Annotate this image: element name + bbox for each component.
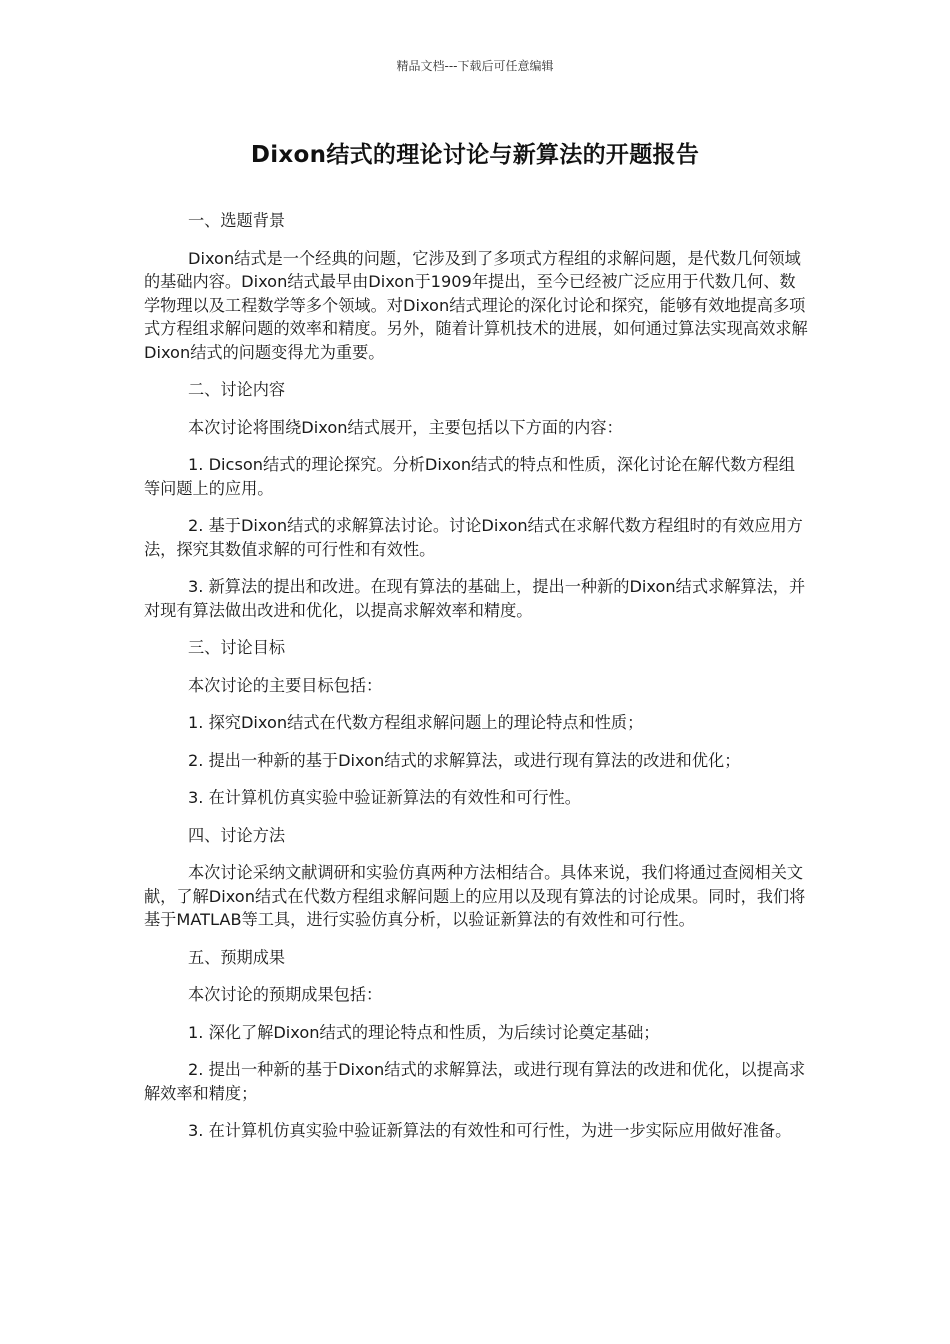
list-item-goal-2: 2. 提出一种新的基于Dixon结式的求解算法，或进行现有算法的改进和优化； xyxy=(188,750,741,770)
section-heading-goals: 三、讨论目标 xyxy=(188,638,286,657)
document-body xyxy=(144,209,808,1157)
list-item-outcome-2: 2. 提出一种新的基于Dixon结式的求解算法，或进行现有算法的改进和优化，以提高求解效率和精度； xyxy=(144,1060,806,1103)
paragraph-background: Dixon结式是一个经典的问题，它涉及到了多项式方程组的求解问题，是代数几何领域的基础内容。Dixon结式最早由Dixon于1909年提出，至今已经被广泛应用于代数几何、数学物理以及工程数学等多个领域。对Dixon结式理论的深化讨论和探究，能够有效地提高多项式方程组求解问题的效率和精度。另外，随着计算机技术的进展，如何通过算法实现高效求解Dixon结式的问题变得尤为重要。 xyxy=(144,248,808,362)
page-header: 精品文档---下载后可任意编辑 xyxy=(396,59,554,73)
list-item-content-3: 3. 新算法的提出和改进。在现有算法的基础上，提出一种新的Dixon结式求解算法，并对现有算法做出改进和优化，以提高求解效率和精度。 xyxy=(144,577,806,620)
list-item-content-2: 2. 基于Dixon结式的求解算法讨论。讨论Dixon结式在求解代数方程组时的有效应用方法，探究其数值求解的可行性和有效性。 xyxy=(144,516,803,559)
paragraph-methods: 本次讨论采纳文献调研和实验仿真两种方法相结合。具体来说，我们将通过查阅相关文献，了解Dixon结式在代数方程组求解问题上的应用以及现有算法的讨论成果。同时，我们将基于MATLAB等工具，进行实验仿真分析，以验证新算法的有效性和可行性。 xyxy=(144,863,806,929)
paragraph-goals-intro: 本次讨论的主要目标包括： xyxy=(188,675,383,695)
section-heading-content: 二、讨论内容 xyxy=(188,380,286,399)
list-item-outcome-1: 1. 深化了解Dixon结式的理论特点和性质，为后续讨论奠定基础； xyxy=(188,1022,660,1042)
section-heading-background: 一、选题背景 xyxy=(188,211,286,230)
list-item-outcome-3: 3. 在计算机仿真实验中验证新算法的有效性和可行性，为进一步实际应用做好准备。 xyxy=(188,1121,792,1140)
section-heading-outcomes: 五、预期成果 xyxy=(188,947,286,967)
document-title: Dixon结式的理论讨论与新算法的开题报告 xyxy=(250,142,700,168)
list-item-goal-3: 3. 在计算机仿真实验中验证新算法的有效性和可行性。 xyxy=(188,788,581,807)
paragraph-content-intro: 本次讨论将围绕Dixon结式展开，主要包括以下方面的内容： xyxy=(188,417,623,437)
paragraph-outcomes-intro: 本次讨论的预期成果包括： xyxy=(188,985,383,1004)
list-item-goal-1: 1. 探究Dixon结式在代数方程组求解问题上的理论特点和性质； xyxy=(188,713,644,732)
list-item-content-1: 1. Dicson结式的理论探究。分析Dixon结式的特点和性质，深化讨论在解代数方程组等问题上的应用。 xyxy=(144,455,795,498)
section-heading-methods: 四、讨论方法 xyxy=(188,825,286,845)
